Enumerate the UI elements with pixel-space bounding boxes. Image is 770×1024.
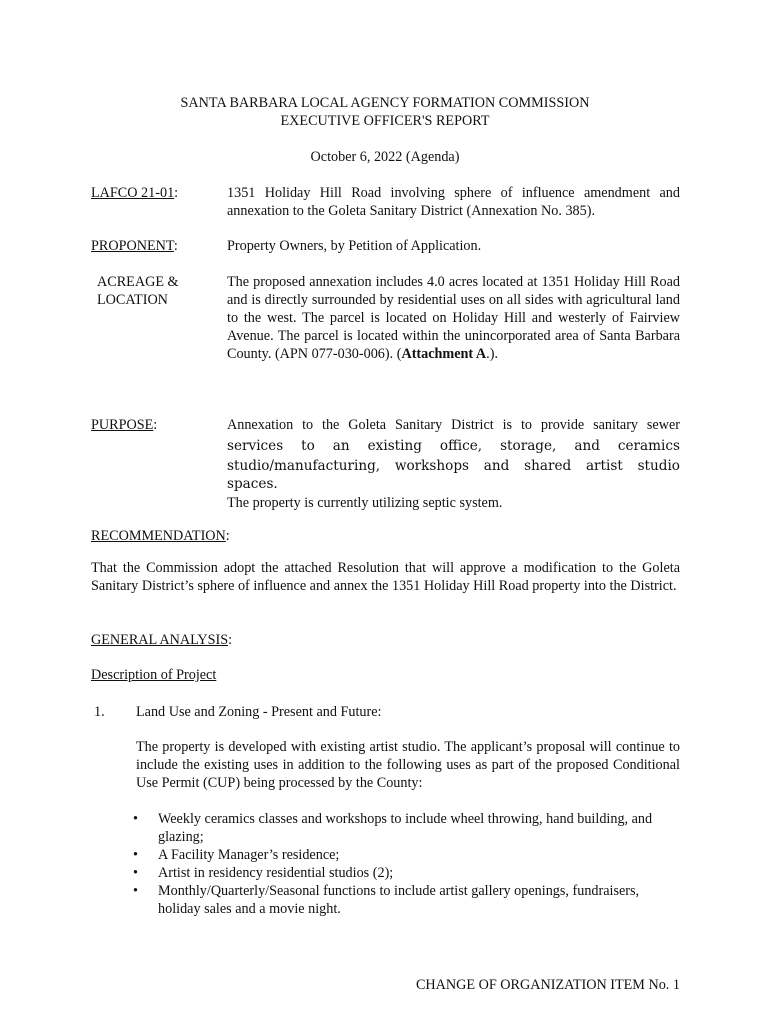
bullet-icon: • xyxy=(133,811,138,827)
purpose-label: PURPOSE: xyxy=(91,417,158,433)
proposed-uses-list xyxy=(133,810,673,918)
list-item: • Artist in residency residential studios (2); xyxy=(133,865,394,881)
list-item: • A Facility Manager’s residence; xyxy=(133,847,340,863)
acreage-label: ACREAGE & LOCATION xyxy=(97,274,179,308)
recommendation-heading: RECOMMENDATION: xyxy=(91,528,230,544)
lafco-text: 1351 Holiday Hill Road involving sphere of influence amendment and annexation to the Goleta Sanitary District (Annexation No. 385). xyxy=(227,185,680,219)
bullet-icon: • xyxy=(133,883,138,899)
bullet-icon: • xyxy=(133,847,138,863)
item-number: 1. xyxy=(94,704,105,720)
item-title: Land Use and Zoning - Present and Future: xyxy=(136,704,382,720)
list-item: • Weekly ceramics classes and workshops to include wheel throwing, hand building, and glazing; xyxy=(133,811,653,845)
land-use-paragraph: The property is developed with existing artist studio. The applicant’s proposal will continue to include the existing uses in addition to the following uses as part of the proposed Conditional Use Permit (CUP) being processed by the County: xyxy=(136,739,680,791)
report-date: October 6, 2022 (Agenda) xyxy=(310,149,460,165)
description-subheading: Description of Project xyxy=(91,667,217,683)
list-item: • Monthly/Quarterly/Seasonal functions to include artist gallery openings, fundraisers, holiday sales and a movie night. xyxy=(133,883,640,917)
general-analysis-heading: GENERAL ANALYSIS: xyxy=(91,632,233,648)
bullet-icon: • xyxy=(133,865,138,881)
commission-title: SANTA BARBARA LOCAL AGENCY FORMATION COMMISSION xyxy=(180,95,590,111)
proponent-label: PROPONENT: xyxy=(91,238,178,254)
report-title: EXECUTIVE OFFICER'S REPORT xyxy=(280,113,490,129)
acreage-text: The proposed annexation includes 4.0 acres located at 1351 Holiday Hill Road and is directly surrounded by residential uses on all sides with agricultural land to the west. The parcel is located on Holiday Hill and westerly of Fairview Avenue. The parcel is located within the unincorporated area of Santa Barbara County. (APN 077-030-006). (Attachment A.). xyxy=(227,274,680,362)
lafco-label: LAFCO 21-01: xyxy=(91,185,179,201)
page-footer: CHANGE OF ORGANIZATION ITEM No. 1 xyxy=(415,977,680,993)
proponent-text: Property Owners, by Petition of Application. xyxy=(227,238,482,254)
attachment-a-ref: Attachment A xyxy=(401,346,487,362)
purpose-text: Annexation to the Goleta Sanitary District is to provide sanitary sewer services to an existing office, storage, and ceramics studio/manufacturing, workshops and shared artist studio spaces. The property is currently utilizing septic system. xyxy=(227,417,680,511)
recommendation-text: That the Commission adopt the attached Resolution that will approve a modification to the Goleta Sanitary District’s sphere of influence and annex the 1351 Holiday Hill Road property into the District. xyxy=(91,560,680,594)
